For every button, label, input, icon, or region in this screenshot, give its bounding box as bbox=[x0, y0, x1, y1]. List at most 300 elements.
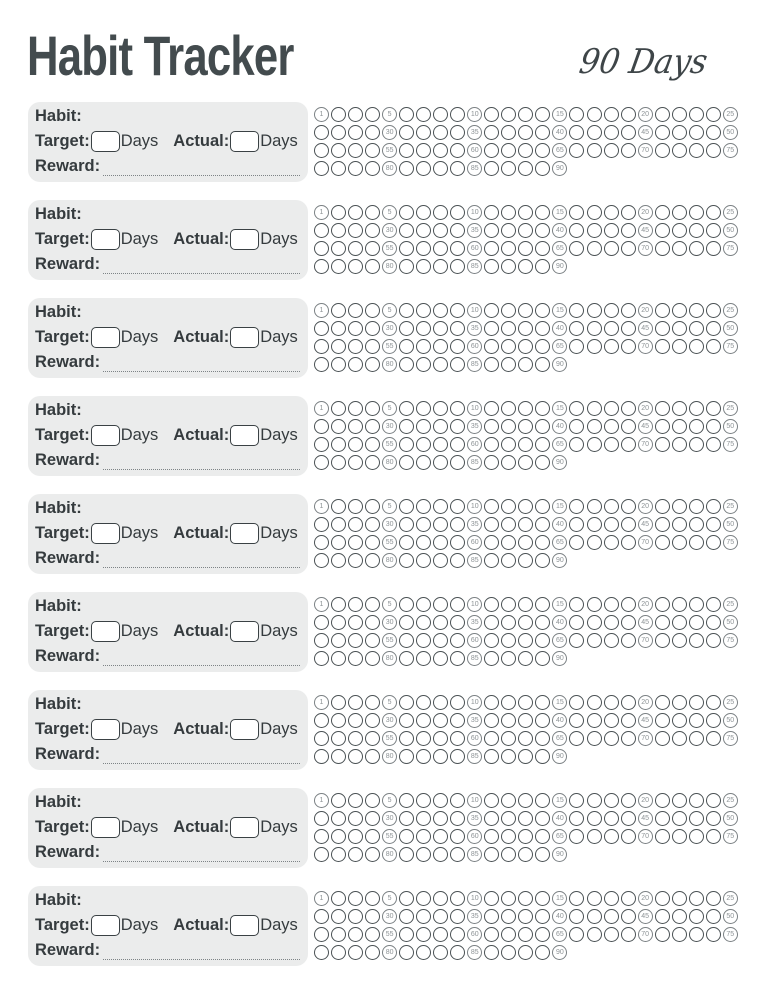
day-checkbox-circle[interactable]: 50 bbox=[723, 615, 738, 630]
day-checkbox-circle[interactable]: 70 bbox=[638, 731, 653, 746]
day-checkbox-circle[interactable] bbox=[518, 615, 533, 630]
day-checkbox-circle[interactable]: 75 bbox=[723, 731, 738, 746]
day-checkbox-circle[interactable]: 55 bbox=[382, 633, 397, 648]
day-checkbox-circle[interactable] bbox=[587, 125, 602, 140]
day-checkbox-circle[interactable] bbox=[604, 321, 619, 336]
day-checkbox-circle[interactable] bbox=[433, 259, 448, 274]
day-checkbox-circle[interactable]: 80 bbox=[382, 945, 397, 960]
day-checkbox-circle[interactable]: 60 bbox=[467, 829, 482, 844]
day-checkbox-circle[interactable]: 40 bbox=[552, 909, 567, 924]
day-checkbox-circle[interactable] bbox=[587, 303, 602, 318]
reward-input-line[interactable] bbox=[103, 846, 300, 862]
day-checkbox-circle[interactable] bbox=[655, 401, 670, 416]
day-checkbox-circle[interactable] bbox=[484, 927, 499, 942]
day-checkbox-circle[interactable] bbox=[569, 107, 584, 122]
day-checkbox-circle[interactable] bbox=[416, 321, 431, 336]
actual-days-input[interactable] bbox=[230, 915, 259, 936]
day-checkbox-circle[interactable] bbox=[433, 793, 448, 808]
day-checkbox-circle[interactable] bbox=[399, 455, 414, 470]
day-checkbox-circle[interactable] bbox=[655, 829, 670, 844]
day-checkbox-circle[interactable]: 45 bbox=[638, 811, 653, 826]
day-checkbox-circle[interactable] bbox=[348, 419, 363, 434]
day-checkbox-circle[interactable] bbox=[501, 909, 516, 924]
day-checkbox-circle[interactable] bbox=[604, 793, 619, 808]
day-checkbox-circle[interactable] bbox=[672, 713, 687, 728]
day-checkbox-circle[interactable]: 60 bbox=[467, 731, 482, 746]
day-checkbox-circle[interactable]: 40 bbox=[552, 517, 567, 532]
day-checkbox-circle[interactable] bbox=[501, 793, 516, 808]
day-checkbox-circle[interactable] bbox=[501, 161, 516, 176]
day-checkbox-circle[interactable] bbox=[484, 829, 499, 844]
day-checkbox-circle[interactable] bbox=[331, 107, 346, 122]
day-checkbox-circle[interactable] bbox=[399, 125, 414, 140]
day-checkbox-circle[interactable]: 80 bbox=[382, 455, 397, 470]
day-checkbox-circle[interactable]: 25 bbox=[723, 793, 738, 808]
day-checkbox-circle[interactable]: 90 bbox=[552, 455, 567, 470]
day-checkbox-circle[interactable] bbox=[399, 437, 414, 452]
day-checkbox-circle[interactable]: 35 bbox=[467, 419, 482, 434]
day-checkbox-circle[interactable] bbox=[604, 125, 619, 140]
day-checkbox-circle[interactable] bbox=[706, 419, 721, 434]
day-checkbox-circle[interactable] bbox=[314, 437, 329, 452]
day-checkbox-circle[interactable] bbox=[569, 125, 584, 140]
day-checkbox-circle[interactable] bbox=[433, 535, 448, 550]
day-checkbox-circle[interactable] bbox=[399, 259, 414, 274]
day-checkbox-circle[interactable] bbox=[569, 401, 584, 416]
day-checkbox-circle[interactable] bbox=[348, 241, 363, 256]
day-checkbox-circle[interactable]: 20 bbox=[638, 205, 653, 220]
day-checkbox-circle[interactable] bbox=[348, 713, 363, 728]
day-checkbox-circle[interactable] bbox=[314, 535, 329, 550]
day-checkbox-circle[interactable] bbox=[416, 749, 431, 764]
day-checkbox-circle[interactable] bbox=[450, 829, 465, 844]
day-checkbox-circle[interactable] bbox=[655, 909, 670, 924]
day-checkbox-circle[interactable]: 50 bbox=[723, 321, 738, 336]
day-checkbox-circle[interactable] bbox=[672, 205, 687, 220]
day-checkbox-circle[interactable] bbox=[501, 437, 516, 452]
day-checkbox-circle[interactable] bbox=[501, 321, 516, 336]
day-checkbox-circle[interactable]: 15 bbox=[552, 793, 567, 808]
day-checkbox-circle[interactable] bbox=[518, 143, 533, 158]
day-checkbox-circle[interactable] bbox=[672, 419, 687, 434]
day-checkbox-circle[interactable]: 60 bbox=[467, 927, 482, 942]
day-checkbox-circle[interactable] bbox=[348, 847, 363, 862]
day-checkbox-circle[interactable] bbox=[655, 535, 670, 550]
day-checkbox-circle[interactable]: 65 bbox=[552, 339, 567, 354]
day-checkbox-circle[interactable] bbox=[518, 437, 533, 452]
day-checkbox-circle[interactable] bbox=[621, 303, 636, 318]
day-checkbox-circle[interactable]: 20 bbox=[638, 107, 653, 122]
day-checkbox-circle[interactable] bbox=[621, 597, 636, 612]
day-checkbox-circle[interactable] bbox=[365, 455, 380, 470]
day-checkbox-circle[interactable] bbox=[399, 927, 414, 942]
day-checkbox-circle[interactable] bbox=[535, 303, 550, 318]
habit-field[interactable] bbox=[35, 597, 82, 616]
day-checkbox-circle[interactable] bbox=[672, 695, 687, 710]
day-checkbox-circle[interactable] bbox=[399, 517, 414, 532]
day-checkbox-circle[interactable]: 40 bbox=[552, 223, 567, 238]
day-checkbox-circle[interactable] bbox=[450, 437, 465, 452]
day-checkbox-circle[interactable]: 85 bbox=[467, 455, 482, 470]
day-checkbox-circle[interactable]: 10 bbox=[467, 793, 482, 808]
day-checkbox-circle[interactable] bbox=[399, 339, 414, 354]
day-checkbox-circle[interactable] bbox=[331, 339, 346, 354]
day-checkbox-circle[interactable] bbox=[604, 143, 619, 158]
day-checkbox-circle[interactable] bbox=[587, 205, 602, 220]
day-checkbox-circle[interactable] bbox=[314, 945, 329, 960]
day-checkbox-circle[interactable] bbox=[518, 455, 533, 470]
day-checkbox-circle[interactable]: 85 bbox=[467, 161, 482, 176]
day-checkbox-circle[interactable] bbox=[314, 241, 329, 256]
day-checkbox-circle[interactable] bbox=[348, 517, 363, 532]
day-checkbox-circle[interactable] bbox=[689, 143, 704, 158]
day-checkbox-circle[interactable] bbox=[348, 357, 363, 372]
day-checkbox-circle[interactable]: 80 bbox=[382, 553, 397, 568]
day-checkbox-circle[interactable] bbox=[518, 793, 533, 808]
day-checkbox-circle[interactable] bbox=[535, 455, 550, 470]
day-checkbox-circle[interactable] bbox=[450, 125, 465, 140]
day-checkbox-circle[interactable]: 25 bbox=[723, 499, 738, 514]
actual-days-input[interactable] bbox=[230, 131, 259, 152]
day-checkbox-circle[interactable] bbox=[535, 419, 550, 434]
day-checkbox-circle[interactable]: 85 bbox=[467, 259, 482, 274]
day-checkbox-circle[interactable] bbox=[604, 615, 619, 630]
day-checkbox-circle[interactable] bbox=[484, 553, 499, 568]
day-checkbox-circle[interactable] bbox=[587, 909, 602, 924]
day-checkbox-circle[interactable]: 90 bbox=[552, 651, 567, 666]
day-checkbox-circle[interactable]: 90 bbox=[552, 847, 567, 862]
day-checkbox-circle[interactable] bbox=[399, 829, 414, 844]
reward-input-line[interactable] bbox=[103, 944, 300, 960]
day-checkbox-circle[interactable] bbox=[484, 891, 499, 906]
day-checkbox-circle[interactable] bbox=[587, 829, 602, 844]
day-checkbox-circle[interactable] bbox=[655, 223, 670, 238]
day-checkbox-circle[interactable] bbox=[604, 927, 619, 942]
target-days-input[interactable] bbox=[91, 131, 120, 152]
day-checkbox-circle[interactable] bbox=[450, 891, 465, 906]
day-checkbox-circle[interactable] bbox=[348, 651, 363, 666]
day-checkbox-circle[interactable] bbox=[416, 811, 431, 826]
day-checkbox-circle[interactable] bbox=[314, 125, 329, 140]
day-checkbox-circle[interactable] bbox=[501, 731, 516, 746]
day-checkbox-circle[interactable] bbox=[314, 259, 329, 274]
day-checkbox-circle[interactable]: 60 bbox=[467, 535, 482, 550]
day-checkbox-circle[interactable] bbox=[604, 223, 619, 238]
day-checkbox-circle[interactable] bbox=[569, 695, 584, 710]
day-checkbox-circle[interactable]: 25 bbox=[723, 597, 738, 612]
day-checkbox-circle[interactable]: 65 bbox=[552, 731, 567, 746]
day-checkbox-circle[interactable] bbox=[689, 615, 704, 630]
day-checkbox-circle[interactable] bbox=[501, 455, 516, 470]
day-checkbox-circle[interactable] bbox=[706, 909, 721, 924]
day-checkbox-circle[interactable] bbox=[655, 321, 670, 336]
day-checkbox-circle[interactable] bbox=[484, 205, 499, 220]
day-checkbox-circle[interactable] bbox=[331, 517, 346, 532]
day-checkbox-circle[interactable]: 80 bbox=[382, 847, 397, 862]
day-checkbox-circle[interactable]: 65 bbox=[552, 829, 567, 844]
day-checkbox-circle[interactable] bbox=[501, 223, 516, 238]
day-checkbox-circle[interactable] bbox=[501, 811, 516, 826]
day-checkbox-circle[interactable] bbox=[569, 303, 584, 318]
day-checkbox-circle[interactable]: 60 bbox=[467, 437, 482, 452]
day-checkbox-circle[interactable] bbox=[433, 695, 448, 710]
day-checkbox-circle[interactable] bbox=[365, 847, 380, 862]
day-checkbox-circle[interactable] bbox=[587, 499, 602, 514]
day-checkbox-circle[interactable] bbox=[450, 303, 465, 318]
day-checkbox-circle[interactable] bbox=[416, 927, 431, 942]
day-checkbox-circle[interactable] bbox=[331, 749, 346, 764]
day-checkbox-circle[interactable] bbox=[706, 437, 721, 452]
day-checkbox-circle[interactable]: 75 bbox=[723, 143, 738, 158]
day-checkbox-circle[interactable] bbox=[706, 241, 721, 256]
day-checkbox-circle[interactable] bbox=[706, 891, 721, 906]
day-checkbox-circle[interactable] bbox=[706, 615, 721, 630]
day-checkbox-circle[interactable] bbox=[365, 535, 380, 550]
day-checkbox-circle[interactable] bbox=[416, 357, 431, 372]
day-checkbox-circle[interactable] bbox=[569, 241, 584, 256]
day-checkbox-circle[interactable] bbox=[399, 143, 414, 158]
day-checkbox-circle[interactable] bbox=[331, 143, 346, 158]
day-checkbox-circle[interactable] bbox=[399, 107, 414, 122]
day-checkbox-circle[interactable] bbox=[399, 357, 414, 372]
day-checkbox-circle[interactable]: 20 bbox=[638, 401, 653, 416]
day-checkbox-circle[interactable] bbox=[433, 205, 448, 220]
day-checkbox-circle[interactable] bbox=[450, 455, 465, 470]
day-checkbox-circle[interactable] bbox=[621, 811, 636, 826]
day-checkbox-circle[interactable] bbox=[518, 241, 533, 256]
day-checkbox-circle[interactable] bbox=[416, 223, 431, 238]
day-checkbox-circle[interactable] bbox=[655, 597, 670, 612]
day-checkbox-circle[interactable] bbox=[621, 927, 636, 942]
day-checkbox-circle[interactable] bbox=[365, 891, 380, 906]
day-checkbox-circle[interactable] bbox=[689, 419, 704, 434]
day-checkbox-circle[interactable]: 50 bbox=[723, 125, 738, 140]
day-checkbox-circle[interactable] bbox=[450, 793, 465, 808]
day-checkbox-circle[interactable] bbox=[621, 517, 636, 532]
day-checkbox-circle[interactable]: 5 bbox=[382, 205, 397, 220]
day-checkbox-circle[interactable] bbox=[433, 597, 448, 612]
day-checkbox-circle[interactable] bbox=[450, 695, 465, 710]
day-checkbox-circle[interactable] bbox=[450, 713, 465, 728]
day-checkbox-circle[interactable]: 25 bbox=[723, 205, 738, 220]
day-checkbox-circle[interactable]: 35 bbox=[467, 909, 482, 924]
day-checkbox-circle[interactable]: 45 bbox=[638, 517, 653, 532]
day-checkbox-circle[interactable] bbox=[621, 419, 636, 434]
day-checkbox-circle[interactable] bbox=[416, 437, 431, 452]
day-checkbox-circle[interactable] bbox=[365, 125, 380, 140]
day-checkbox-circle[interactable] bbox=[535, 829, 550, 844]
day-checkbox-circle[interactable] bbox=[535, 499, 550, 514]
target-days-input[interactable] bbox=[91, 523, 120, 544]
day-checkbox-circle[interactable] bbox=[416, 615, 431, 630]
day-checkbox-circle[interactable] bbox=[587, 793, 602, 808]
day-checkbox-circle[interactable] bbox=[331, 535, 346, 550]
day-checkbox-circle[interactable] bbox=[587, 731, 602, 746]
day-checkbox-circle[interactable] bbox=[501, 847, 516, 862]
day-checkbox-circle[interactable] bbox=[348, 161, 363, 176]
day-checkbox-circle[interactable] bbox=[416, 401, 431, 416]
day-checkbox-circle[interactable] bbox=[484, 811, 499, 826]
day-checkbox-circle[interactable] bbox=[604, 437, 619, 452]
day-checkbox-circle[interactable] bbox=[416, 847, 431, 862]
day-checkbox-circle[interactable]: 40 bbox=[552, 811, 567, 826]
day-checkbox-circle[interactable]: 45 bbox=[638, 615, 653, 630]
day-checkbox-circle[interactable] bbox=[604, 891, 619, 906]
day-checkbox-circle[interactable] bbox=[331, 891, 346, 906]
day-checkbox-circle[interactable] bbox=[706, 107, 721, 122]
day-checkbox-circle[interactable]: 70 bbox=[638, 829, 653, 844]
day-checkbox-circle[interactable] bbox=[433, 107, 448, 122]
day-checkbox-circle[interactable] bbox=[535, 535, 550, 550]
day-checkbox-circle[interactable] bbox=[535, 357, 550, 372]
day-checkbox-circle[interactable] bbox=[655, 437, 670, 452]
day-checkbox-circle[interactable]: 10 bbox=[467, 401, 482, 416]
day-checkbox-circle[interactable]: 70 bbox=[638, 633, 653, 648]
day-checkbox-circle[interactable] bbox=[518, 891, 533, 906]
day-checkbox-circle[interactable] bbox=[672, 517, 687, 532]
day-checkbox-circle[interactable] bbox=[433, 499, 448, 514]
day-checkbox-circle[interactable] bbox=[484, 357, 499, 372]
day-checkbox-circle[interactable] bbox=[331, 259, 346, 274]
day-checkbox-circle[interactable] bbox=[484, 597, 499, 612]
day-checkbox-circle[interactable]: 25 bbox=[723, 303, 738, 318]
day-checkbox-circle[interactable] bbox=[621, 143, 636, 158]
day-checkbox-circle[interactable] bbox=[348, 891, 363, 906]
day-checkbox-circle[interactable] bbox=[621, 909, 636, 924]
day-checkbox-circle[interactable] bbox=[535, 223, 550, 238]
day-checkbox-circle[interactable] bbox=[416, 535, 431, 550]
day-checkbox-circle[interactable] bbox=[689, 811, 704, 826]
day-checkbox-circle[interactable] bbox=[416, 651, 431, 666]
day-checkbox-circle[interactable]: 80 bbox=[382, 259, 397, 274]
day-checkbox-circle[interactable] bbox=[518, 731, 533, 746]
day-checkbox-circle[interactable] bbox=[450, 419, 465, 434]
day-checkbox-circle[interactable] bbox=[416, 161, 431, 176]
day-checkbox-circle[interactable]: 35 bbox=[467, 125, 482, 140]
day-checkbox-circle[interactable]: 15 bbox=[552, 401, 567, 416]
day-checkbox-circle[interactable] bbox=[348, 793, 363, 808]
day-checkbox-circle[interactable] bbox=[672, 597, 687, 612]
day-checkbox-circle[interactable]: 20 bbox=[638, 499, 653, 514]
day-checkbox-circle[interactable]: 75 bbox=[723, 829, 738, 844]
day-checkbox-circle[interactable] bbox=[535, 731, 550, 746]
day-checkbox-circle[interactable] bbox=[518, 205, 533, 220]
day-checkbox-circle[interactable]: 85 bbox=[467, 357, 482, 372]
target-days-input[interactable] bbox=[91, 425, 120, 446]
day-checkbox-circle[interactable] bbox=[706, 517, 721, 532]
actual-days-input[interactable] bbox=[230, 719, 259, 740]
day-checkbox-circle[interactable] bbox=[433, 847, 448, 862]
day-checkbox-circle[interactable] bbox=[706, 535, 721, 550]
day-checkbox-circle[interactable] bbox=[314, 143, 329, 158]
day-checkbox-circle[interactable]: 90 bbox=[552, 749, 567, 764]
day-checkbox-circle[interactable] bbox=[689, 321, 704, 336]
day-checkbox-circle[interactable]: 45 bbox=[638, 125, 653, 140]
day-checkbox-circle[interactable] bbox=[433, 633, 448, 648]
day-checkbox-circle[interactable]: 55 bbox=[382, 143, 397, 158]
day-checkbox-circle[interactable] bbox=[672, 125, 687, 140]
day-checkbox-circle[interactable] bbox=[348, 615, 363, 630]
day-checkbox-circle[interactable] bbox=[569, 339, 584, 354]
day-checkbox-circle[interactable] bbox=[706, 927, 721, 942]
day-checkbox-circle[interactable] bbox=[399, 161, 414, 176]
day-checkbox-circle[interactable] bbox=[689, 927, 704, 942]
day-checkbox-circle[interactable] bbox=[621, 321, 636, 336]
day-checkbox-circle[interactable] bbox=[484, 419, 499, 434]
day-checkbox-circle[interactable] bbox=[365, 321, 380, 336]
day-checkbox-circle[interactable] bbox=[655, 891, 670, 906]
day-checkbox-circle[interactable]: 45 bbox=[638, 713, 653, 728]
day-checkbox-circle[interactable]: 25 bbox=[723, 401, 738, 416]
day-checkbox-circle[interactable] bbox=[518, 535, 533, 550]
day-checkbox-circle[interactable] bbox=[416, 303, 431, 318]
day-checkbox-circle[interactable] bbox=[501, 891, 516, 906]
day-checkbox-circle[interactable]: 30 bbox=[382, 321, 397, 336]
day-checkbox-circle[interactable] bbox=[484, 437, 499, 452]
day-checkbox-circle[interactable] bbox=[569, 615, 584, 630]
day-checkbox-circle[interactable] bbox=[365, 927, 380, 942]
day-checkbox-circle[interactable] bbox=[348, 633, 363, 648]
day-checkbox-circle[interactable] bbox=[348, 223, 363, 238]
day-checkbox-circle[interactable] bbox=[535, 437, 550, 452]
day-checkbox-circle[interactable] bbox=[518, 553, 533, 568]
day-checkbox-circle[interactable] bbox=[569, 633, 584, 648]
day-checkbox-circle[interactable] bbox=[348, 945, 363, 960]
day-checkbox-circle[interactable] bbox=[348, 597, 363, 612]
day-checkbox-circle[interactable] bbox=[535, 107, 550, 122]
day-checkbox-circle[interactable] bbox=[399, 945, 414, 960]
day-checkbox-circle[interactable] bbox=[689, 517, 704, 532]
day-checkbox-circle[interactable] bbox=[655, 339, 670, 354]
day-checkbox-circle[interactable]: 75 bbox=[723, 437, 738, 452]
day-checkbox-circle[interactable]: 30 bbox=[382, 517, 397, 532]
day-checkbox-circle[interactable] bbox=[569, 535, 584, 550]
day-checkbox-circle[interactable] bbox=[501, 357, 516, 372]
day-checkbox-circle[interactable] bbox=[569, 499, 584, 514]
day-checkbox-circle[interactable]: 90 bbox=[552, 553, 567, 568]
day-checkbox-circle[interactable] bbox=[399, 241, 414, 256]
day-checkbox-circle[interactable] bbox=[655, 419, 670, 434]
day-checkbox-circle[interactable] bbox=[314, 829, 329, 844]
day-checkbox-circle[interactable]: 35 bbox=[467, 615, 482, 630]
day-checkbox-circle[interactable]: 50 bbox=[723, 909, 738, 924]
day-checkbox-circle[interactable] bbox=[672, 401, 687, 416]
day-checkbox-circle[interactable]: 30 bbox=[382, 419, 397, 434]
reward-input-line[interactable] bbox=[103, 454, 300, 470]
day-checkbox-circle[interactable] bbox=[501, 107, 516, 122]
day-checkbox-circle[interactable] bbox=[655, 713, 670, 728]
day-checkbox-circle[interactable] bbox=[535, 401, 550, 416]
day-checkbox-circle[interactable]: 85 bbox=[467, 553, 482, 568]
day-checkbox-circle[interactable] bbox=[689, 401, 704, 416]
day-checkbox-circle[interactable] bbox=[399, 811, 414, 826]
day-checkbox-circle[interactable] bbox=[416, 259, 431, 274]
day-checkbox-circle[interactable] bbox=[587, 597, 602, 612]
day-checkbox-circle[interactable] bbox=[501, 259, 516, 274]
day-checkbox-circle[interactable] bbox=[331, 597, 346, 612]
day-checkbox-circle[interactable] bbox=[365, 829, 380, 844]
day-checkbox-circle[interactable] bbox=[348, 811, 363, 826]
day-checkbox-circle[interactable] bbox=[672, 927, 687, 942]
day-checkbox-circle[interactable] bbox=[706, 205, 721, 220]
day-checkbox-circle[interactable] bbox=[604, 517, 619, 532]
day-checkbox-circle[interactable]: 15 bbox=[552, 695, 567, 710]
day-checkbox-circle[interactable] bbox=[484, 321, 499, 336]
habit-field[interactable] bbox=[35, 303, 82, 322]
day-checkbox-circle[interactable]: 1 bbox=[314, 695, 329, 710]
day-checkbox-circle[interactable] bbox=[416, 731, 431, 746]
reward-input-line[interactable] bbox=[103, 650, 300, 666]
